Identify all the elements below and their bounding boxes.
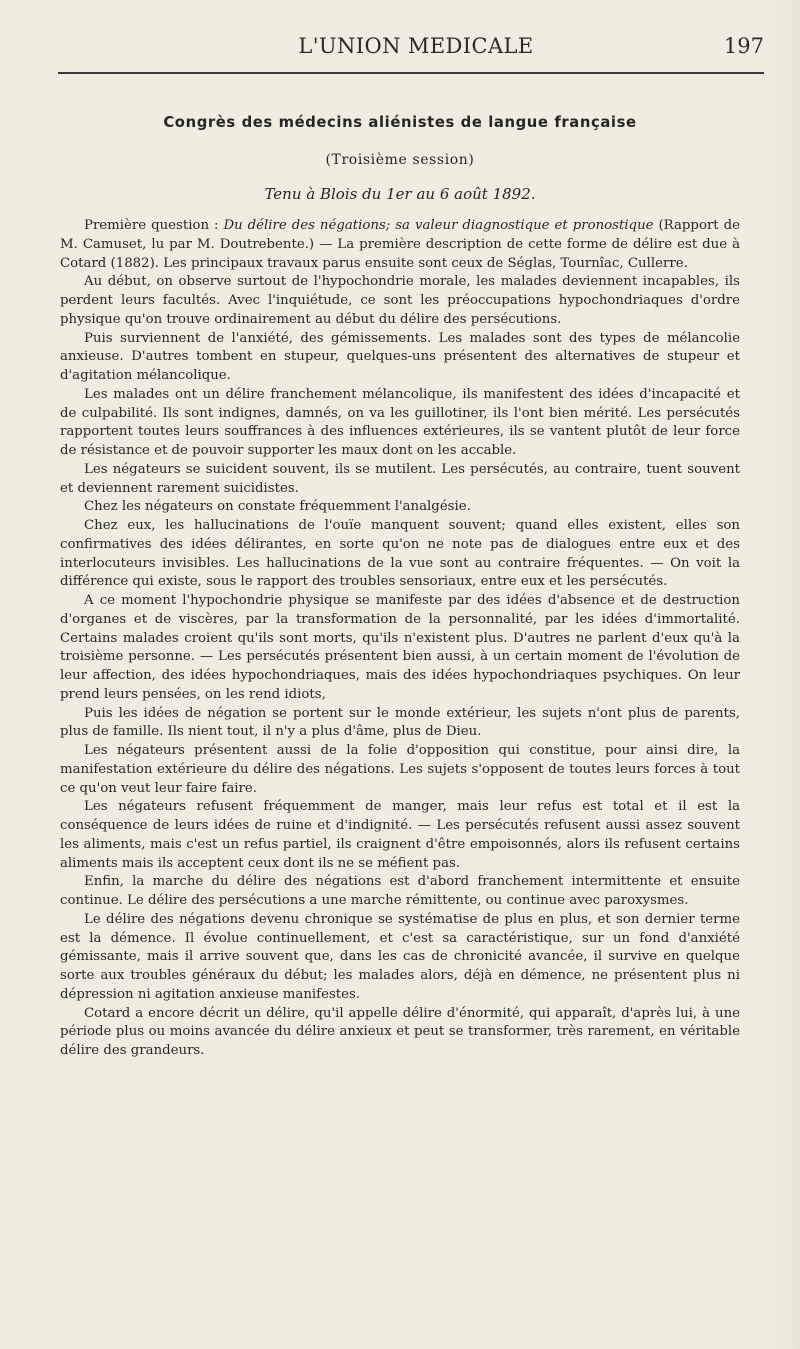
paragraph-1-text: (Rapport de M. Camuset, lu par M. Doutrebente.) — La première description de cette forme de délire est due à Cotard (1882). Les principaux travaux parus ensuite sont ceux de Séglas, Tournîac, Cullerre. bbox=[60, 218, 740, 271]
article-body bbox=[60, 105, 740, 1305]
paragraph-6: Chez les négateurs on constate fréquemment l'analgésie. bbox=[84, 499, 471, 515]
article-dates: Tenu à Blois du 1er au 6 août 1892. bbox=[264, 185, 536, 203]
paragraph-11: Les négateurs refusent fréquemment de manger, mais leur refus est total et il est la conséquence de leurs idées de ruine et d'indignité. — Les persécutés refusent aussi assez souvent les aliments, mais c'est un refus partiel, ils craignent d'être empoisonnés, alors ils refusent certains aliments mais ils acceptent ceux dont ils ne se méfient pas. bbox=[60, 799, 740, 871]
paragraph-5: Les négateurs se suicident souvent, ils se mutilent. Les persécutés, au contraire, tuent souvent et deviennent rarement suicidistes. bbox=[60, 461, 740, 496]
paragraph-7: Chez eux, les hallucinations de l'ouïe manquent souvent; quand elles existent, elles son confirmatives des idées délirantes, en sorte qu'on ne note pas de dialogues entre eux et des interlocuteurs invisibles. Les hallucinations de la vue sont au contraire fréquentes. — On voit la différence qui existe, sous le rapport des troubles sensoriaux, entre eux et les persécutés. bbox=[60, 518, 740, 590]
article-session: (Troisième session) bbox=[325, 152, 475, 168]
paragraph-9: Puis les idées de négation se portent sur le monde extérieur, les sujets n'ont plus de parents, plus de famille. Ils nient tout, il n'y a plus d'âme, plus de Dieu. bbox=[60, 705, 740, 740]
paragraph-4: Les malades ont un délire franchement mélancolique, ils manifestent des idées d'incapacité et de culpabilité. Ils sont indignes, damnés, on va les guillotiner, ils l'ont bien mérité. Les persécutés rapportent toutes leurs souffrances à des influences extérieures, ils se vantent plutôt de leur force de résistance et de pouvoir supporter les maux dont on les accable. bbox=[60, 386, 740, 458]
paragraph-1 bbox=[60, 217, 740, 273]
running-head bbox=[60, 34, 772, 70]
question-label: Première question : bbox=[84, 218, 224, 233]
paragraph-14: Cotard a encore décrit un délire, qu'il appelle délire d'énormité, qui apparaît, d'après lui, à une période plus ou moins avancée du délire anxieux et peut se transformer, très rarement, en véritable délire des grandeurs. bbox=[60, 1005, 740, 1058]
page-number: 197 bbox=[723, 34, 764, 58]
paragraph-2: Au début, on observe surtout de l'hypochondrie morale, les malades deviennent incapables, ils perdent leurs facultés. Avec l'inquiétude, ce sont les préoccupations hypochondriaques d'ordre physique qu'on trouve ordinairement au début du délire des persécutions. bbox=[60, 274, 740, 327]
paragraph-12: Enfin, la marche du délire des négations est d'abord franchement intermittente et ensuite continue. Le délire des persécutions a une marche rémittente, ou continue avec paroxysmes. bbox=[60, 874, 740, 908]
article-title: Congrès des médecins aliénistes de langue française bbox=[163, 114, 637, 131]
paragraph-3: Puis surviennent de l'anxiété, des gémissements. Les malades sont des types de mélancolie anxieuse. D'autres tombent en stupeur, quelques-uns présentent des alternatives de stupeur et d'agitation mélancolique. bbox=[60, 330, 740, 383]
running-title: L'UNION MEDICALE bbox=[298, 34, 534, 58]
header-rule bbox=[58, 72, 764, 74]
question-topic: Du délire des négations; sa valeur diagnostique et pronostique bbox=[223, 218, 654, 233]
paper-edge-shading bbox=[770, 0, 800, 1349]
paragraph-10: Les négateurs présentent aussi de la folie d'opposition qui constitue, pour ainsi dire, la manifestation extérieure du délire des négations. Les sujets s'opposent de toutes leurs forces à tout ce qu'on veut leur faire faire. bbox=[60, 743, 740, 796]
paragraph-8: A ce moment l'hypochondrie physique se manifeste par des idées d'absence et de destruction d'organes et de viscères, par la transformation de la personnalité, par les idées d'immortalité. Certains malades croient qu'ils sont morts, qu'ils n'existent plus. D'autres ne parlent d'eux qu'à la troisième personne. — Les persécutés présentent bien aussi, à un certain moment de l'évolution de leur affection, des idées hypochondriaques, mais des idées hypochondriaques psychiques. On leur prend leurs pensées, on les rend idiots, bbox=[60, 593, 740, 702]
paragraph-13: Le délire des négations devenu chronique se systématise de plus en plus, et son dernier terme est la démence. Il évolue continuellement, et c'est sa caractéristique, sur un fond d'anxiété gémissante, mais il arrive souvent que, dans les cas de chronicité avancée, il survive en quelque sorte aux troubles généraux du début; les malades alors, déjà en démence, ne présentent plus ni dépression ni agitation anxieuse manifestes. bbox=[60, 911, 740, 1002]
